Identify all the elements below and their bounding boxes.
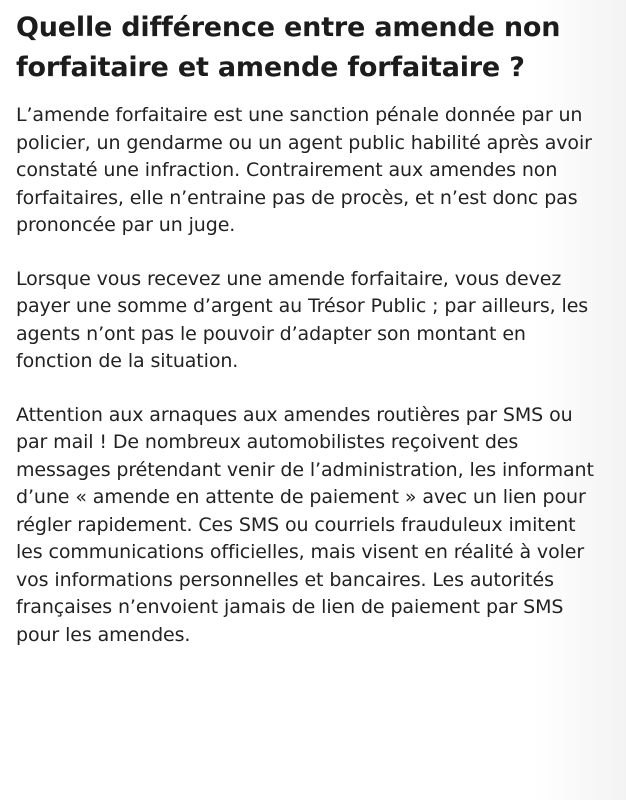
article-title: Quelle différence entre amende non forfaitaire et amende forfaitaire ? [16,12,561,83]
paragraph-payment: Lorsque vous recevez une amende forfaitaire, vous devez payer une somme d’argent au Trésor Public ; par ailleurs, les agents n’ont pas le pouvoir d’adapter son montant en fonction de la situation. [16,267,589,372]
paragraph-definition: L’amende forfaitaire est une sanction pénale donnée par un policier, un gendarme ou un agent public habilité après avoir constaté une infraction. Contrairement aux amendes non forfaitaires, elle n’entraine pas de procès, et n’est donc pas prononcée par un juge. [16,104,592,236]
paragraph-scam-warning: Attention aux arnaques aux amendes routières par SMS ou par mail ! De nombreux automobilistes reçoivent des messages prétendant venir de l’administration, les informant d’une « amende en attente de paiement » avec un lien pour régler rapidement. Ces SMS ou courriels frauduleux imitent les communications officielles, mais visent en réalité à voler vos informations personnelles et bancaires. Les autorités françaises n’envoient jamais de lien de paiement par SMS pour les amendes. [16,403,594,646]
